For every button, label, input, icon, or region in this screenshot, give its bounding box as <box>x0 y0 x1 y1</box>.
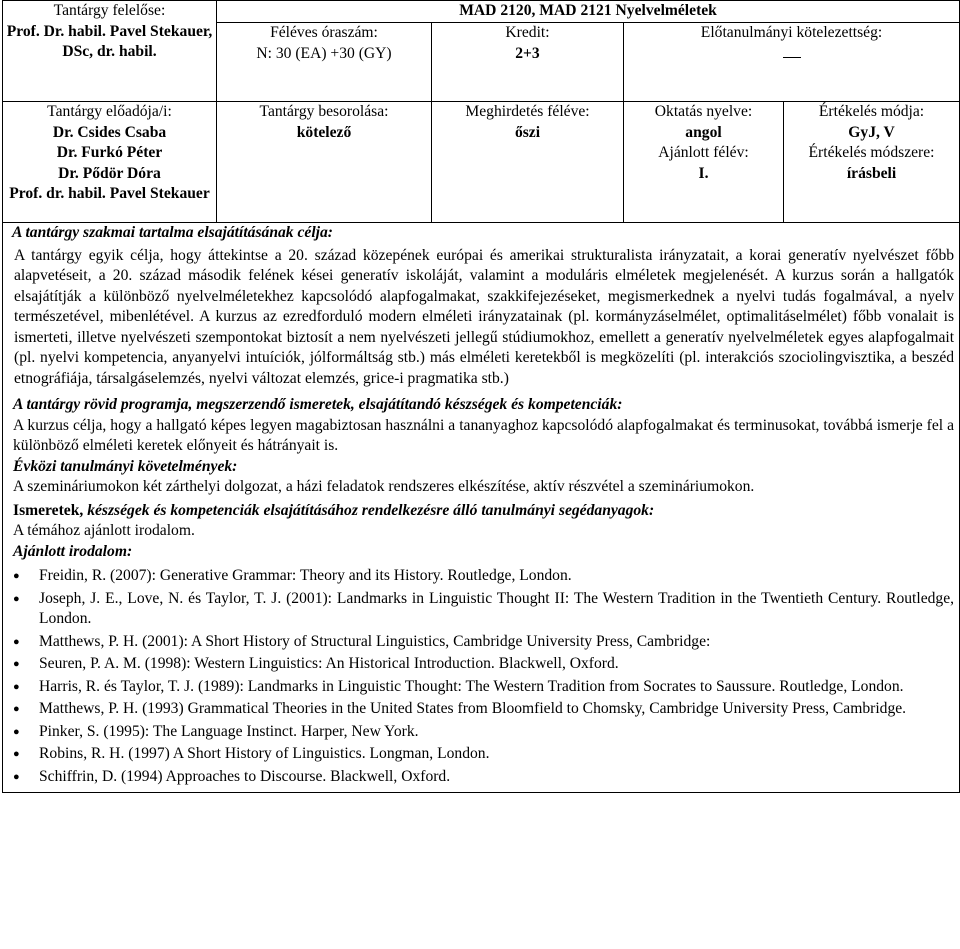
course-title: MAD 2120, MAD 2121 Nyelvelméletek <box>217 1 960 23</box>
credit-label: Kredit: <box>505 24 550 41</box>
assessment-method-value: írásbeli <box>846 164 897 182</box>
content-cell <box>3 223 960 793</box>
aim-text: A tantárgy egyik célja, hogy áttekintse a 20. század közepének európai és amerikai strukturalista irányzatait, a korai generatív nyelvészet főbb alapvetéseit, a 20. század második felének kései generatív iskoláját, valamint a moduláris elméletek megjelenését. A kurzus során a hallgatók elsajátítják a különböző nyelvelméletekhez kapcsolódó alapfogalmakat, szakkifejezéseket, megismerkednek a nyelvi tudás fogalmával, a nyelv természetével, mibenlétével. A kurzus az ezredforduló modern elméleti irányzatainak (pl. kormányzáselmélet, optimalitáselmélet) főbb vonalait is ismerteti, illetve nyelvészeti szempontokat biztosít a nem nyelvészeti jellegű stúdiumokhoz, emellett a generatív nyelvelméletek egyes alapfogalmait (pl. nyelvi kompetencia, anyanyelvi intuíciók, jólformáltság stb.) más elméleti keretekből is megközelíti (pl. interakciós szociolingvisztika, a beszéd etnográfiája, társalgáselemzés, nyelvi változat elemzés, grice-i pragmatika stb.) <box>14 246 955 387</box>
aim-heading: A tantárgy szakmai tartalma elsajátításának célja: <box>12 224 333 241</box>
reference-item: ● Matthews, P. H. (2001): A Short History of Structural Linguistics, Cambridge University Press, Cambridge: <box>39 632 954 653</box>
materials-heading-plain: Ismeretek, <box>13 501 84 519</box>
course-description-table <box>2 0 960 793</box>
assessment-value: GyJ, V <box>848 123 895 141</box>
semester-value: őszi <box>514 123 541 141</box>
reference-item: ● Robins, R. H. (1997) A Short History of Linguistics. Longman, London. <box>39 744 954 765</box>
materials-text: A témához ajánlott irodalom. <box>13 522 195 539</box>
lecturers-label: Tantárgy előadója/i: <box>47 103 172 120</box>
credit-cell <box>432 23 624 102</box>
classification-label: Tantárgy besorolása: <box>259 103 389 120</box>
language-value: angol <box>685 123 722 141</box>
assessment-label: Értékelés módja: <box>818 103 925 120</box>
semester-label: Meghirdetés féléve: <box>465 103 590 120</box>
program-heading: A tantárgy rövid programja, megszerzendő ismeretek, elsajátítandó készségek és kompetenciák: <box>13 396 623 413</box>
classification-cell <box>217 102 432 223</box>
reference-item: ● Freidin, R. (2007): Generative Grammar: Theory and its History. Routledge, London. <box>39 566 954 587</box>
lecturers-cell <box>3 102 217 223</box>
hours-value: N: 30 (EA) +30 (GY) <box>256 44 392 62</box>
program-text: A kurzus célja, hogy a hallgató képes legyen magabiztosan használni a tananyaghoz kapcsolódó alapfogalmakat és terminusokat, továbbá ismerje fel a különböző elméleti keretek előnyeit és hátrányait is. <box>13 416 955 454</box>
lecturer-name: Prof. dr. habil. Pavel Stekauer <box>9 185 210 202</box>
hours-cell <box>217 23 432 102</box>
responsible-name: Prof. Dr. habil. Pavel Stekauer, DSc, dr. habil. <box>6 22 213 60</box>
prerequisite-label: Előtanulmányi kötelezettség: <box>700 24 883 41</box>
reference-item: ● Pinker, S. (1995): The Language Instinct. Harper, New York. <box>39 722 954 743</box>
semester-cell <box>432 102 624 223</box>
lecturer-name: Dr. Csides Csaba <box>52 123 167 141</box>
reference-item: ● Harris, R. és Taylor, T. J. (1989): Landmarks in Linguistic Thought: The Western Tradition from Socrates to Saussure. Routledge, London. <box>39 677 954 698</box>
reference-item: ● Schiffrin, D. (1994) Approaches to Discourse. Blackwell, Oxford. <box>39 767 954 788</box>
recommended-literature-heading: Ajánlott irodalom: <box>13 542 133 560</box>
responsible-label: Tantárgy felelőse: <box>53 2 166 19</box>
prerequisite-value <box>624 44 959 65</box>
language-label: Oktatás nyelve: <box>654 103 753 120</box>
credit-value: 2+3 <box>515 44 540 62</box>
reference-item: ● Seuren, P. A. M. (1998): Western Linguistics: An Historical Introduction. Blackwell, Oxford. <box>39 654 954 675</box>
lecturer-name: Dr. Pődör Dóra <box>58 164 161 182</box>
recommended-semester-label: Ajánlott félév: <box>658 144 749 161</box>
assessment-cell <box>784 102 960 223</box>
assessment-method-label: Értékelés módszere: <box>808 144 935 161</box>
lecturer-name: Dr. Furkó Péter <box>56 144 163 161</box>
materials-heading-italic: készségek és kompetenciák elsajátításához rendelkezésre álló tanulmányi segédanyagok: <box>83 501 655 519</box>
reference-list <box>3 566 959 792</box>
requirements-heading: Évközi tanulmányi követelmények: <box>13 457 238 475</box>
language-cell <box>624 102 784 223</box>
recommended-semester-value: I. <box>698 164 709 182</box>
reference-item: ● Joseph, J. E., Love, N. és Taylor, T. J. (2001): Landmarks in Linguistic Thought II: The Western Tradition in the Twentieth Century. Routledge, London. <box>39 589 954 630</box>
classification-value: kötelező <box>296 123 352 141</box>
hours-label: Féléves óraszám: <box>270 24 378 41</box>
responsible-cell <box>3 1 217 102</box>
requirements-text: A szemináriumokon két zárthelyi dolgozat, a házi feladatok rendszeres elkészítése, aktív részvétel a szemináriumokon. <box>13 478 755 495</box>
materials-heading <box>3 501 959 522</box>
prerequisite-cell <box>624 23 960 102</box>
dash-mark <box>783 45 801 58</box>
reference-item: ● Matthews, P. H. (1993) Grammatical Theories in the United States from Bloomfield to Chomsky, Cambridge University Press, Cambridge. <box>39 699 954 720</box>
